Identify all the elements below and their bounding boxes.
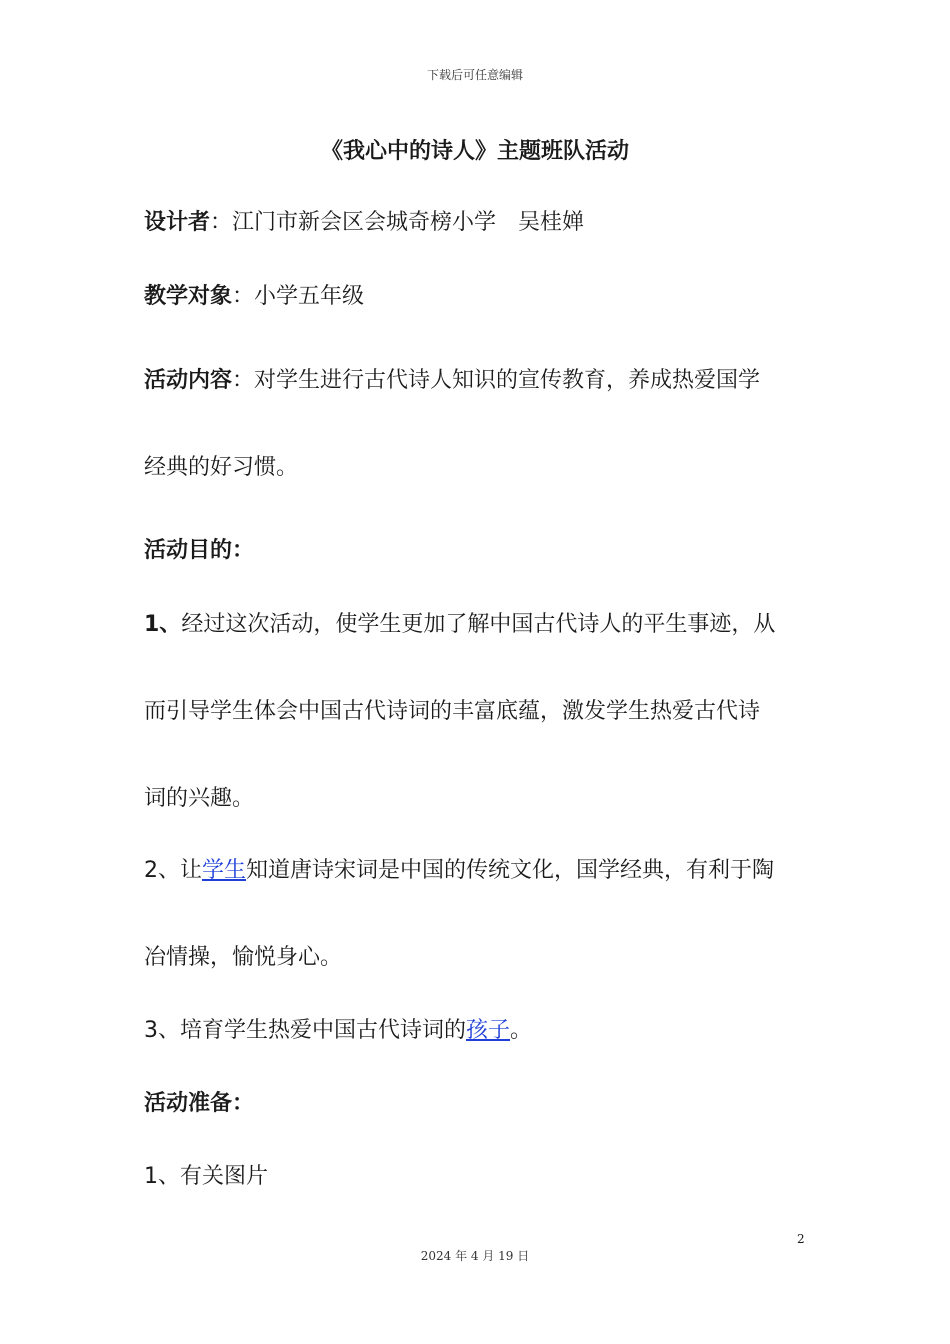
page-footer-date: 2024 年 4 月 19 日 (420, 1249, 530, 1263)
purpose-item-2-prefix: 2、让 (144, 858, 202, 883)
designer-sep: ： (210, 210, 233, 235)
purpose-item-3 (144, 1016, 532, 1046)
purpose-item-3-prefix: 3、培育学生热爱中国古代诗词的 (144, 1018, 466, 1043)
designer-line (144, 208, 584, 238)
target-sep: ： (232, 284, 255, 309)
purpose-item-2-line-1 (144, 856, 774, 886)
purpose-item-3-suffix: 。 (510, 1018, 533, 1043)
content-line-2: 经典的好习惯。 (144, 455, 299, 480)
prep-heading: 活动准备： (144, 1091, 255, 1116)
page-number: 2 (797, 1232, 805, 1246)
page-header: 下载后可任意编辑 (426, 68, 523, 82)
purpose-item-2-line-2: 冶情操，愉悦身心。 (144, 945, 343, 970)
purpose-item-2-rest: 知道唐诗宋词是中国的传统文化，国学经典，有利于陶 (246, 858, 775, 883)
content-label: 活动内容 (144, 368, 233, 393)
designer-value: 江门市新会区会城奇榜小学 吴桂婵 (232, 210, 585, 235)
purpose-item-1-line-1 (144, 610, 775, 640)
purpose-item-1-text: 经过这次活动，使学生更加了解中国古代诗人的平生事迹，从 (181, 612, 776, 637)
child-link[interactable]: 孩子 (466, 1018, 511, 1043)
content-text-1: 对学生进行古代诗人知识的宣传教育，养成热爱国学 (254, 368, 761, 393)
student-link[interactable]: 学生 (202, 858, 247, 883)
content-line-1 (144, 366, 760, 396)
content-sep: ： (232, 368, 255, 393)
target-label: 教学对象 (144, 284, 233, 309)
purpose-item-1-line-2: 而引导学生体会中国古代诗词的丰富底蕴，激发学生热爱古代诗 (144, 699, 761, 724)
document-title: 《我心中的诗人》主题班队活动 (320, 139, 629, 164)
target-value: 小学五年级 (254, 284, 365, 309)
designer-label: 设计者 (144, 210, 211, 235)
purpose-heading: 活动目的： (144, 538, 255, 563)
purpose-item-1-number: 1、 (144, 612, 182, 637)
prep-item-1: 1、有关图片 (144, 1164, 268, 1189)
target-line (144, 282, 364, 312)
purpose-item-1-line-3: 词的兴趣。 (144, 786, 255, 811)
